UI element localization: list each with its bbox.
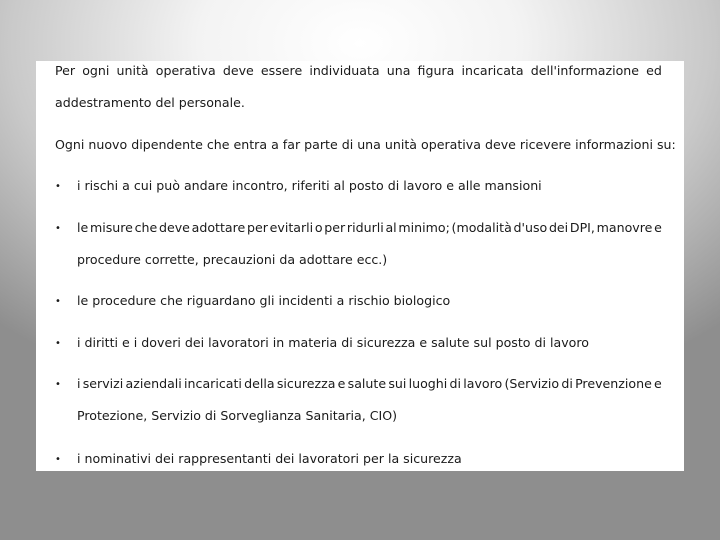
list-item-word: minimo; (398, 220, 450, 235)
list-item-word: sui (388, 376, 407, 391)
bullet-icon: • (55, 223, 61, 234)
list-item-word: aziendali (125, 376, 182, 391)
list-item-word: servizi (82, 376, 124, 391)
list-item-word: che (134, 220, 158, 235)
list-item-word: (modalità (451, 220, 512, 235)
list-item-word: misure (89, 220, 133, 235)
list-item-word: e (654, 220, 662, 235)
bullet-icon: • (55, 338, 61, 349)
list-item-word: dei (548, 220, 569, 235)
intro-word: ed (646, 63, 662, 78)
list-item-word: adottare (191, 220, 246, 235)
bullet-icon: • (55, 296, 61, 307)
list-item (77, 220, 662, 235)
list-item-word: incaricati (184, 376, 242, 391)
list-item (77, 376, 662, 391)
intro-word: operativa (155, 63, 216, 78)
list-item-word: evitarli (269, 220, 314, 235)
intro-word: incaricata (461, 63, 524, 78)
intro-word: figura (417, 63, 455, 78)
intro-word: Per (55, 63, 76, 78)
list-item-word: manovre (596, 220, 653, 235)
intro-line-2: addestramento del personale. (55, 95, 245, 110)
list-item-word: della (244, 376, 275, 391)
slide-content-box (36, 61, 684, 471)
intro-word: unità (116, 63, 149, 78)
list-item-word: DPI, (569, 220, 595, 235)
bullet-icon: • (55, 379, 61, 390)
list-item-continuation: Protezione, Servizio di Sorveglianza Sanitaria, CIO) (77, 408, 398, 423)
list-item: i rischi a cui può andare incontro, riferiti al posto di lavoro e alle mansioni (77, 178, 542, 193)
list-item-word: o (314, 220, 323, 235)
intro-word: individuata (309, 63, 380, 78)
list-item-word: e (337, 376, 346, 391)
intro-line-1 (55, 63, 662, 78)
list-item-word: le (77, 220, 89, 235)
intro-word: deve (222, 63, 254, 78)
list-item-continuation: procedure corrette, precauzioni da adottare ecc.) (77, 252, 388, 267)
intro-word: ogni (82, 63, 110, 78)
list-item-word: i (77, 376, 81, 391)
list-item-word: luoghi (408, 376, 448, 391)
intro-word: dell'informazione (530, 63, 640, 78)
list-item-word: (Servizio (504, 376, 560, 391)
intro-line-3: Ogni nuovo dipendente che entra a far parte di una unità operativa deve ricevere informazioni su: (55, 137, 676, 152)
list-item-word: Prevenzione (575, 376, 652, 391)
list-item-word: d'uso (513, 220, 548, 235)
list-item: i diritti e i doveri dei lavoratori in materia di sicurezza e salute sul posto di lavoro (77, 335, 589, 350)
intro-word: una (386, 63, 411, 78)
list-item-word: ridurli (346, 220, 384, 235)
list-item-word: per (324, 220, 346, 235)
list-item-word: di (561, 376, 573, 391)
list-item-word: sicurezza (276, 376, 336, 391)
list-item-word: salute (347, 376, 387, 391)
list-item-word: per (247, 220, 268, 235)
list-item: i nominativi dei rappresentanti dei lavoratori per la sicurezza (77, 451, 462, 466)
list-item-word: e (654, 376, 662, 391)
list-item-word: al (385, 220, 397, 235)
bullet-icon: • (55, 181, 61, 192)
list-item-word: di (449, 376, 462, 391)
list-item: le procedure che riguardano gli incidenti a rischio biologico (77, 293, 451, 308)
list-item-word: deve (158, 220, 190, 235)
intro-word: essere (260, 63, 303, 78)
list-item-word: lavoro (463, 376, 503, 391)
bullet-icon: • (55, 454, 61, 465)
